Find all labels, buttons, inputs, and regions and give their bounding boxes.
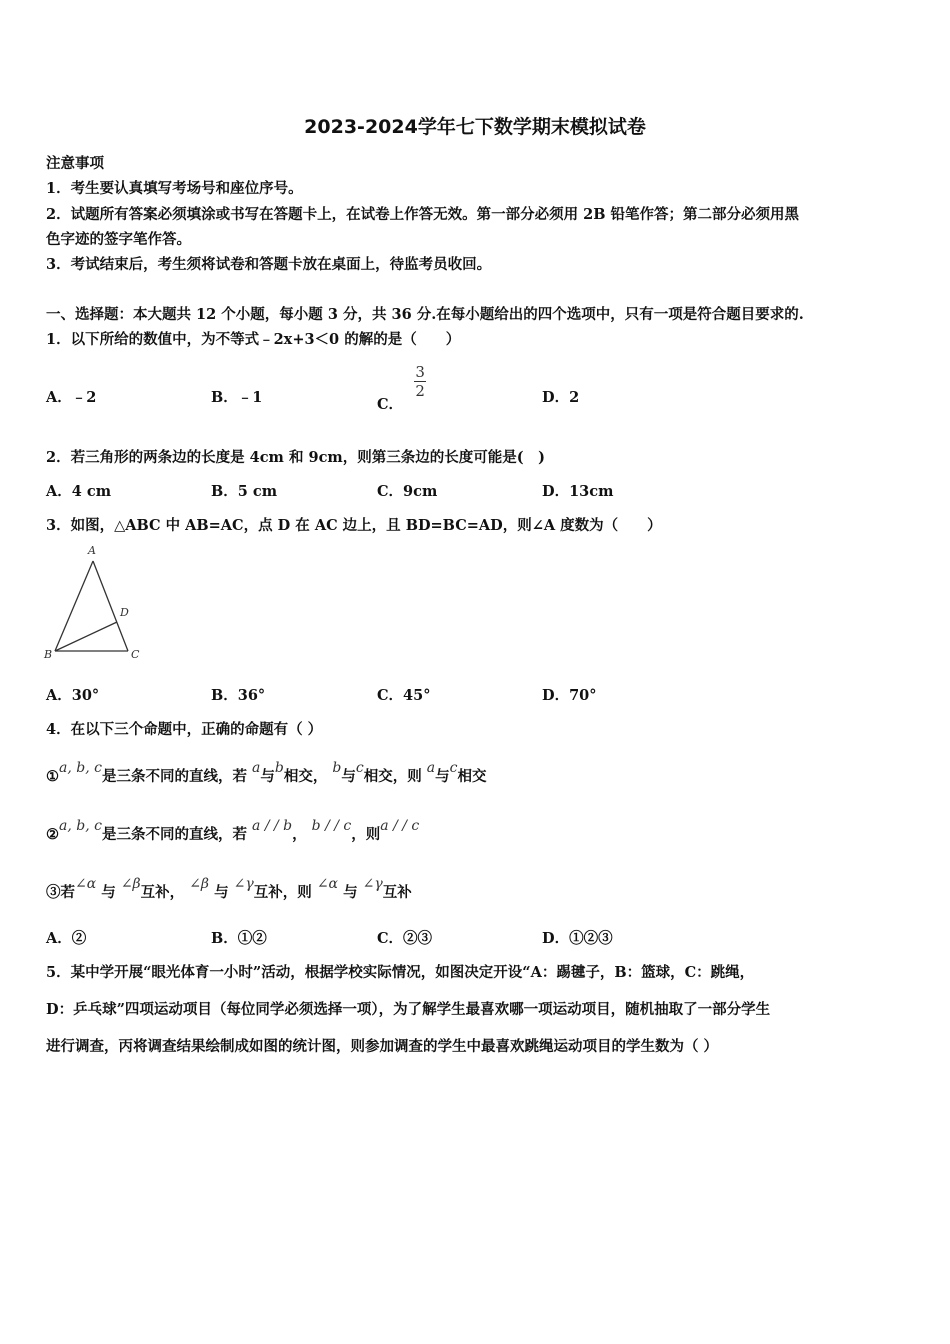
q2-option-d[interactable]: D．13cm [542,483,614,500]
math-a: a [426,760,436,776]
notice-item-3: 3．考试结束后，考生须将试卷和答题卡放在桌面上，待监考员收回。 [46,256,492,273]
triangle-figure [40,540,150,665]
notice-item-1: 1．考生要认真填写考场号和座位序号。 [46,180,303,197]
math-a: a [252,760,261,776]
q1-option-b[interactable]: B．﹣1 [211,389,263,406]
text: 与 [101,884,116,901]
text: 相交 [457,768,487,785]
q3-option-b[interactable]: B．36° [211,687,266,704]
text: 与 [435,768,450,785]
fraction-three-halves [414,363,426,400]
math-angle-alpha: ∠α [316,876,339,892]
q4-statement-1 [46,760,487,786]
math-angle-beta: ∠β [120,876,141,892]
math-abc: a, b, c [59,760,102,776]
q2-stem: 2．若三角形的两条边的长度是 4cm 和 9cm，则第三条边的长度可能是( ) [46,449,545,466]
q1-option-c[interactable] [377,363,426,413]
q5-line-2: D：乒乓球”四项运动项目（每位同学必须选择一项），为了解学生最喜欢哪一项运动项目，随机抽取了一部分学生 [46,1001,771,1018]
label-a: A [88,544,96,557]
math-c: c [355,760,364,776]
math-angle-gamma: ∠γ [362,876,383,892]
section-heading: 一、选择题：本大题共 12 个小题，每小题 3 分，共 36 分.在每小题给出的四个选项中，只有一项是符合题目要求的. [46,306,804,323]
q3-option-c[interactable]: C．45° [377,687,431,704]
q5-line-3: 进行调查，丙将调查结果绘制成如图的统计图，则参加调查的学生中最喜欢跳绳运动项目的学生数为（ ） [46,1038,719,1055]
q2-option-c[interactable]: C．9cm [377,483,438,500]
text: 是三条不同的直线，若 [101,826,247,843]
text: 互补，则 [253,884,312,901]
text: 与 [260,768,275,785]
label-c: C [131,648,140,661]
segment-bd [55,622,117,651]
q4-option-a[interactable]: A．② [46,930,87,947]
text: ，则 [351,826,381,843]
text: 与 [214,884,229,901]
text: 互补 [382,884,412,901]
text: 与 [341,768,356,785]
q3-option-d[interactable]: D．70° [542,687,597,704]
math-b: b [332,760,342,776]
fraction-numerator: 3 [415,363,425,381]
math-b: b [274,760,284,776]
text: 相交，则 [363,768,422,785]
q2-option-a[interactable]: A．4 cm [46,483,112,500]
notice-heading: 注意事项 [46,155,104,172]
fraction-denominator: 2 [415,382,425,400]
text: 是三条不同的直线，若 [101,768,247,785]
math-a-parallel-b: a / / b [252,818,293,834]
math-angle-alpha: ∠α [75,876,97,892]
text: ， [292,826,307,843]
q4-option-b[interactable]: B．①② [211,930,267,947]
q4-stem: 4．在以下三个命题中，正确的命题有（ ） [46,721,323,738]
marker-3: ③若 [46,884,75,901]
q1-stem: 1．以下所给的数值中，为不等式﹣2x+3＜0 的解的是（ ） [46,331,461,348]
label-b: B [44,648,53,661]
q4-option-d[interactable]: D．①②③ [542,930,613,947]
text: 相交， [283,768,328,785]
text: 互补， [140,884,185,901]
page-title: 2023-2024学年七下数学期末模拟试卷 [304,116,646,138]
q4-statement-3 [46,876,412,902]
side-ab [55,561,93,651]
q3-option-a[interactable]: A．30° [46,687,100,704]
marker-2: ② [46,826,59,843]
q1-option-c-label: C． [377,395,404,413]
label-d: D [120,606,129,619]
q1-option-a[interactable]: A．﹣2 [46,389,97,406]
math-abc: a, b, c [59,818,102,834]
notice-item-2-cont: 色字迹的签字笔作答。 [46,231,191,248]
math-a-parallel-c: a / / c [380,818,420,834]
math-angle-beta: ∠β [189,876,210,892]
math-c: c [449,760,458,776]
notice-item-2: 2．试题所有答案必须填涂或书写在答题卡上，在试卷上作答无效。第一部分必须用 2B 铅笔作答；第二部分必须用黑 [46,206,800,223]
q2-option-b[interactable]: B．5 cm [211,483,278,500]
q1-option-d[interactable]: D．2 [542,389,580,406]
math-b-parallel-c: b / / c [311,818,352,834]
q4-statement-2 [46,818,420,844]
text: 与 [343,884,358,901]
q4-option-c[interactable]: C．②③ [377,930,433,947]
marker-1: ① [46,768,59,785]
q3-stem: 3．如图，△ABC 中 AB=AC，点 D 在 AC 边上，且 BD=BC=AD，则∠A 度数为（ ） [46,517,662,534]
math-angle-gamma: ∠γ [233,876,254,892]
q5-line-1: 5．某中学开展“眼光体育一小时”活动，根据学校实际情况，如图决定开设“A：踢毽子，B：篮球，C：跳绳， [46,964,755,981]
